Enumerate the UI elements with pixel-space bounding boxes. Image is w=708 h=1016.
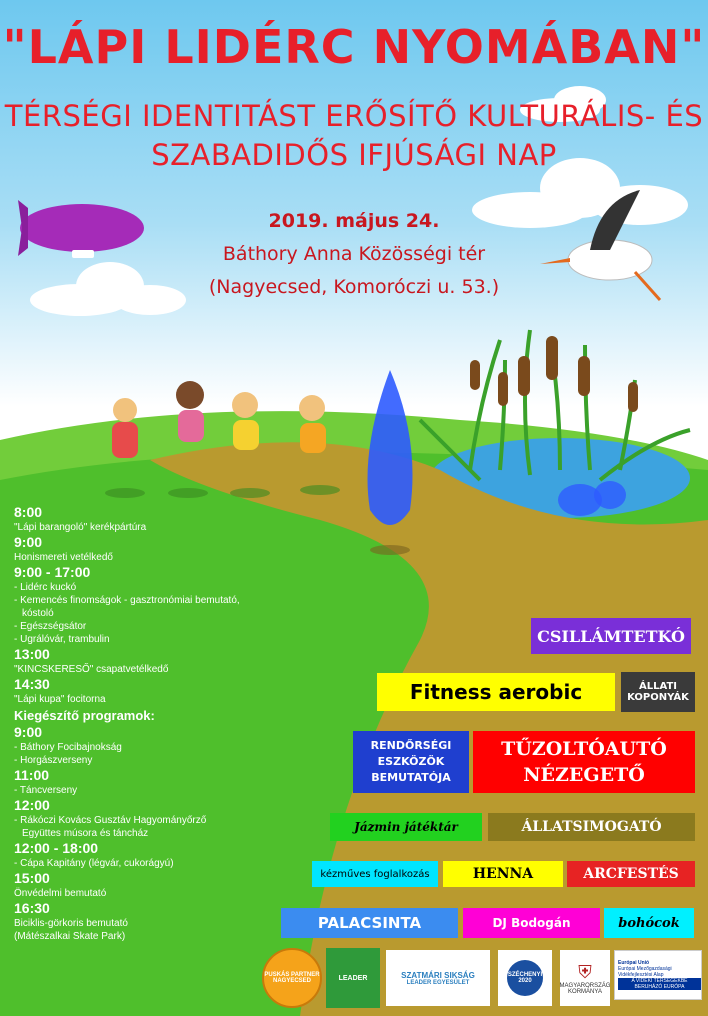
tag-label: RENDŐRSÉGI xyxy=(370,739,452,752)
tag-label: kézműves foglalkozás xyxy=(320,868,430,880)
logo-label: A VIDÉKI TÉRSÉGEKBE BERUHÁZÓ EURÓPA xyxy=(618,978,701,990)
tag-label: NÉZEGETŐ xyxy=(523,764,645,786)
schedule-time: 14:30 xyxy=(14,676,50,692)
tag-palacsinta xyxy=(281,908,458,938)
schedule-time: 11:00 xyxy=(14,767,50,783)
event-date: 2019. május 24. xyxy=(268,210,440,232)
tag-dj xyxy=(463,908,600,938)
schedule-desc: "Lápi kupa" focitorna xyxy=(14,694,106,705)
tag-label: ARCFESTÉS xyxy=(583,866,679,882)
schedule-desc: kóstoló xyxy=(22,608,54,619)
schedule-desc: - Lidérc kuckó xyxy=(14,582,77,593)
tag-label: ESZKÖZÖK xyxy=(377,755,445,768)
tag-kezmuves xyxy=(312,861,438,887)
tag-henna xyxy=(443,861,563,887)
poster-subtitle xyxy=(0,97,708,175)
schedule-desc: - Cápa Kapitány (légvár, cukorágyú) xyxy=(14,858,174,869)
tag-rendorseg xyxy=(353,731,469,793)
puskas-partner-logo xyxy=(262,948,322,1008)
tag-allatsimogato xyxy=(488,813,695,841)
logo-label: LEADER xyxy=(338,974,368,982)
tag-fitness xyxy=(377,673,615,711)
schedule xyxy=(14,504,274,943)
schedule-time: 8:00 xyxy=(14,504,43,520)
tag-label: PALACSINTA xyxy=(317,914,422,932)
schedule-time: 9:00 xyxy=(14,724,43,740)
schedule-time: 16:30 xyxy=(14,900,50,916)
tag-label: KOPONYÁK xyxy=(627,692,689,703)
tag-bohocok xyxy=(604,908,694,938)
tag-label: Fitness aerobic xyxy=(409,680,583,704)
szechenyi-logo xyxy=(498,950,552,1006)
poster-title: "LÁPI LIDÉRC NYOMÁBAN" xyxy=(2,20,706,74)
schedule-desc: Együttes músora és táncház xyxy=(22,828,149,839)
logo-label: SZATMÁRI SIKSÁG xyxy=(401,970,475,980)
schedule-desc: Honismereti vetélkedő xyxy=(14,552,113,563)
logo-label: SZÉCHENYI 2020 xyxy=(507,960,543,996)
tag-label: ÁLLATI xyxy=(639,681,677,692)
tag-label: BEMUTATÓJA xyxy=(371,771,451,784)
leader-logo xyxy=(326,948,380,1008)
schedule-desc: "KINCSKERESŐ" csapatvetélkedő xyxy=(14,664,169,675)
kormany-logo xyxy=(560,950,610,1006)
tag-csillamtetko xyxy=(531,618,691,654)
schedule-time: 12:00 - 18:00 xyxy=(14,840,99,856)
logo-label: Vidékfejlesztési Alap xyxy=(618,972,664,978)
extra-programs-heading: Kiegészítő programok: xyxy=(14,708,155,723)
tag-label: CSILLÁMTETKÓ xyxy=(537,626,685,646)
logo-label: PUSKÁS PARTNER NAGYECSED xyxy=(264,972,320,984)
schedule-time: 9:00 xyxy=(14,534,43,550)
schedule-desc: - Táncverseny xyxy=(14,785,78,796)
szatmari-logo xyxy=(386,950,490,1006)
logo-label: LEADER EGYESÜLET xyxy=(406,979,470,986)
tag-label: Jázmin játéktár xyxy=(354,820,458,834)
schedule-time: 9:00 - 17:00 xyxy=(14,564,91,580)
logo-label: MAGYARORSZÁG xyxy=(559,982,611,989)
tag-jazmin xyxy=(330,813,482,841)
schedule-desc: - Báthory Focibajnokság xyxy=(14,742,122,753)
schedule-desc: "Lápi barangoló" kerékpártúra xyxy=(14,522,147,533)
cattails xyxy=(470,336,638,412)
tag-label: HENNA xyxy=(472,866,534,882)
subtitle-line-2: SZABADIDŐS IFJÚSÁGI NAP xyxy=(151,138,557,172)
event-venue xyxy=(0,238,708,304)
tag-label: TŰZOLTÓAUTÓ xyxy=(501,738,667,760)
subtitle-line-1: TÉRSÉGI IDENTITÁST ERŐSÍTŐ KULTURÁLIS- ÉS xyxy=(4,99,704,133)
venue-line-1: Báthory Anna Közösségi tér xyxy=(222,243,486,265)
tag-tuzoltoauto xyxy=(473,731,695,793)
schedule-time: 12:00 xyxy=(14,797,50,813)
schedule-desc: (Mátészalkai Skate Park) xyxy=(14,931,126,942)
tag-label: ÁLLATSIMOGATÓ xyxy=(521,819,662,835)
schedule-time: 13:00 xyxy=(14,646,50,662)
schedule-desc: Biciklis-görkoris bemutató xyxy=(14,918,128,929)
schedule-desc: - Horgászverseny xyxy=(14,755,93,766)
coat-of-arms-icon: ⛨ xyxy=(578,961,592,982)
schedule-desc: - Kemencés finomságok - gasztronómiai bemutató, xyxy=(14,595,240,606)
logo-label: Európai Mezőgazdasági xyxy=(618,966,672,972)
venue-line-2: (Nagyecsed, Komoróczi u. 53.) xyxy=(208,276,500,298)
schedule-desc: - Rákóczi Kovács Gusztáv Hagyományőrző xyxy=(14,815,207,826)
schedule-desc: - Ugrálóvár, trambulin xyxy=(14,634,110,645)
tag-allati-koponyak xyxy=(621,672,695,712)
logo-label: KORMÁNYA xyxy=(568,988,602,995)
eu-logo xyxy=(614,950,702,1000)
tag-label: bohócok xyxy=(618,915,680,931)
schedule-desc: Önvédelmi bemutató xyxy=(14,888,107,899)
schedule-time: 15:00 xyxy=(14,870,50,886)
schedule-desc: - Egészségsátor xyxy=(14,621,87,632)
tag-arcfestes xyxy=(567,861,695,887)
tag-label: DJ Bodogán xyxy=(492,916,571,930)
logo-label: Európai Unió xyxy=(618,960,650,966)
